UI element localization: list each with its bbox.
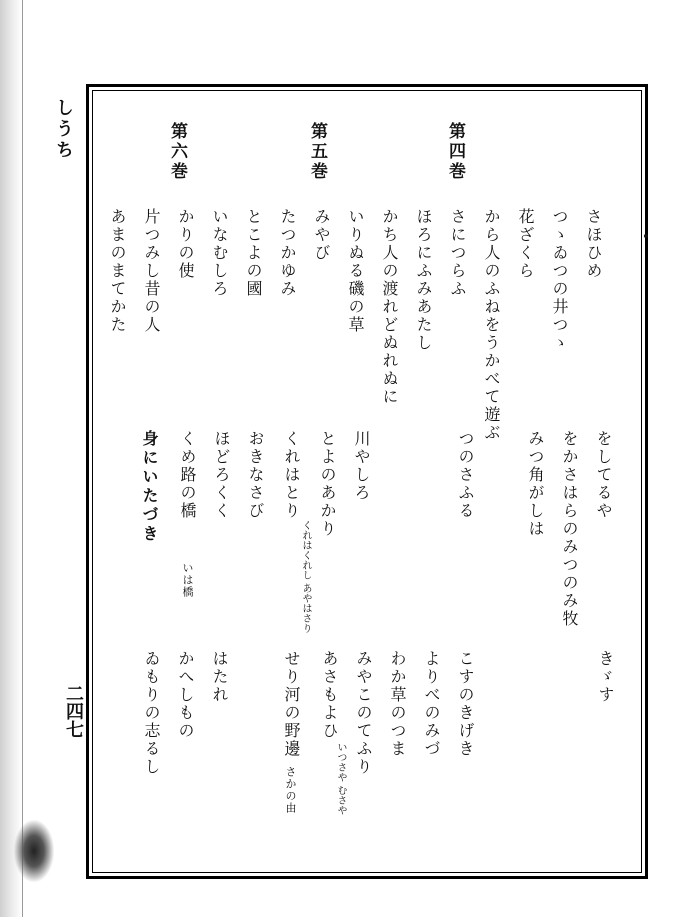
page-number: 二四七 <box>63 684 84 738</box>
entry-b9: ほどろくく <box>212 430 231 520</box>
entry-a10: たつかゆみ <box>278 208 297 298</box>
entry-a3: 花ざくら <box>516 208 535 280</box>
entry-b4: つのさふる <box>456 430 475 520</box>
entry-a1: さほひめ <box>584 208 603 280</box>
entry-a6: ほろにふみあたし <box>414 208 433 352</box>
entry-b10-note: いは橋 <box>181 562 194 598</box>
entry-b8: おきなさび <box>246 430 265 520</box>
entry-b1: をしてるや <box>594 430 613 520</box>
stray-ink-dot <box>644 234 648 238</box>
entry-a8: いりぬる磯の草 <box>346 208 365 334</box>
heading-volume-5: 第五巻 <box>307 122 327 182</box>
binding-edge <box>22 0 23 917</box>
entry-a11: とこよの國 <box>244 208 263 298</box>
entry-c6-note: いつさや むさや <box>335 742 346 816</box>
entry-a15: あまのまてかた <box>108 208 127 334</box>
book-gutter-shadow <box>0 0 22 917</box>
entry-c3: よりべのみづ <box>422 650 441 758</box>
entry-b10: くめ路の橋 <box>178 430 197 520</box>
running-header: しうち <box>53 98 74 161</box>
entry-a14: 片つみし昔の人 <box>142 208 161 334</box>
entry-a7: かち人の渡れどぬれぬに <box>380 208 399 406</box>
entry-a9: みやび <box>312 208 331 262</box>
entry-c10: ゐもりの志るし <box>142 650 161 776</box>
entry-c9: かへしもの <box>176 650 195 740</box>
entry-c2: こすのきげき <box>456 650 475 758</box>
entry-b2: をかさはらのみつのみ牧 <box>560 430 579 628</box>
entry-b7: くれはとり <box>282 430 301 520</box>
entry-c5: みやこのてふり <box>354 650 373 776</box>
entry-b7-note: くれはくれし あやはさり <box>300 520 311 634</box>
entry-c1: きゞす <box>596 650 615 704</box>
entry-b11: 身にいたづき <box>140 430 159 544</box>
entry-c7: せり河の野邊 <box>282 650 301 758</box>
entry-a5: さにつらふ <box>448 208 467 298</box>
entry-b5: 川やしろ <box>352 430 371 502</box>
entry-b3: みつ角がしは <box>526 430 545 538</box>
entry-c8: はたれ <box>210 650 229 704</box>
heading-volume-4: 第四巻 <box>445 122 465 182</box>
heading-volume-6: 第六巻 <box>167 122 187 182</box>
entry-a2: つゝゐつの井つゝ <box>550 208 569 352</box>
entry-c7-note: さかの由 <box>284 766 297 814</box>
entry-c4: わか草のつま <box>388 650 407 758</box>
entry-b6: とよのあかり <box>318 430 337 538</box>
entry-a4: から人のふねをうかべて遊ぶ <box>482 208 501 442</box>
entry-a12: いなむしろ <box>210 208 229 298</box>
entry-c6: あさもよひ <box>320 650 339 740</box>
entry-a13: かりの使 <box>176 208 195 280</box>
ink-smudge <box>14 820 54 882</box>
